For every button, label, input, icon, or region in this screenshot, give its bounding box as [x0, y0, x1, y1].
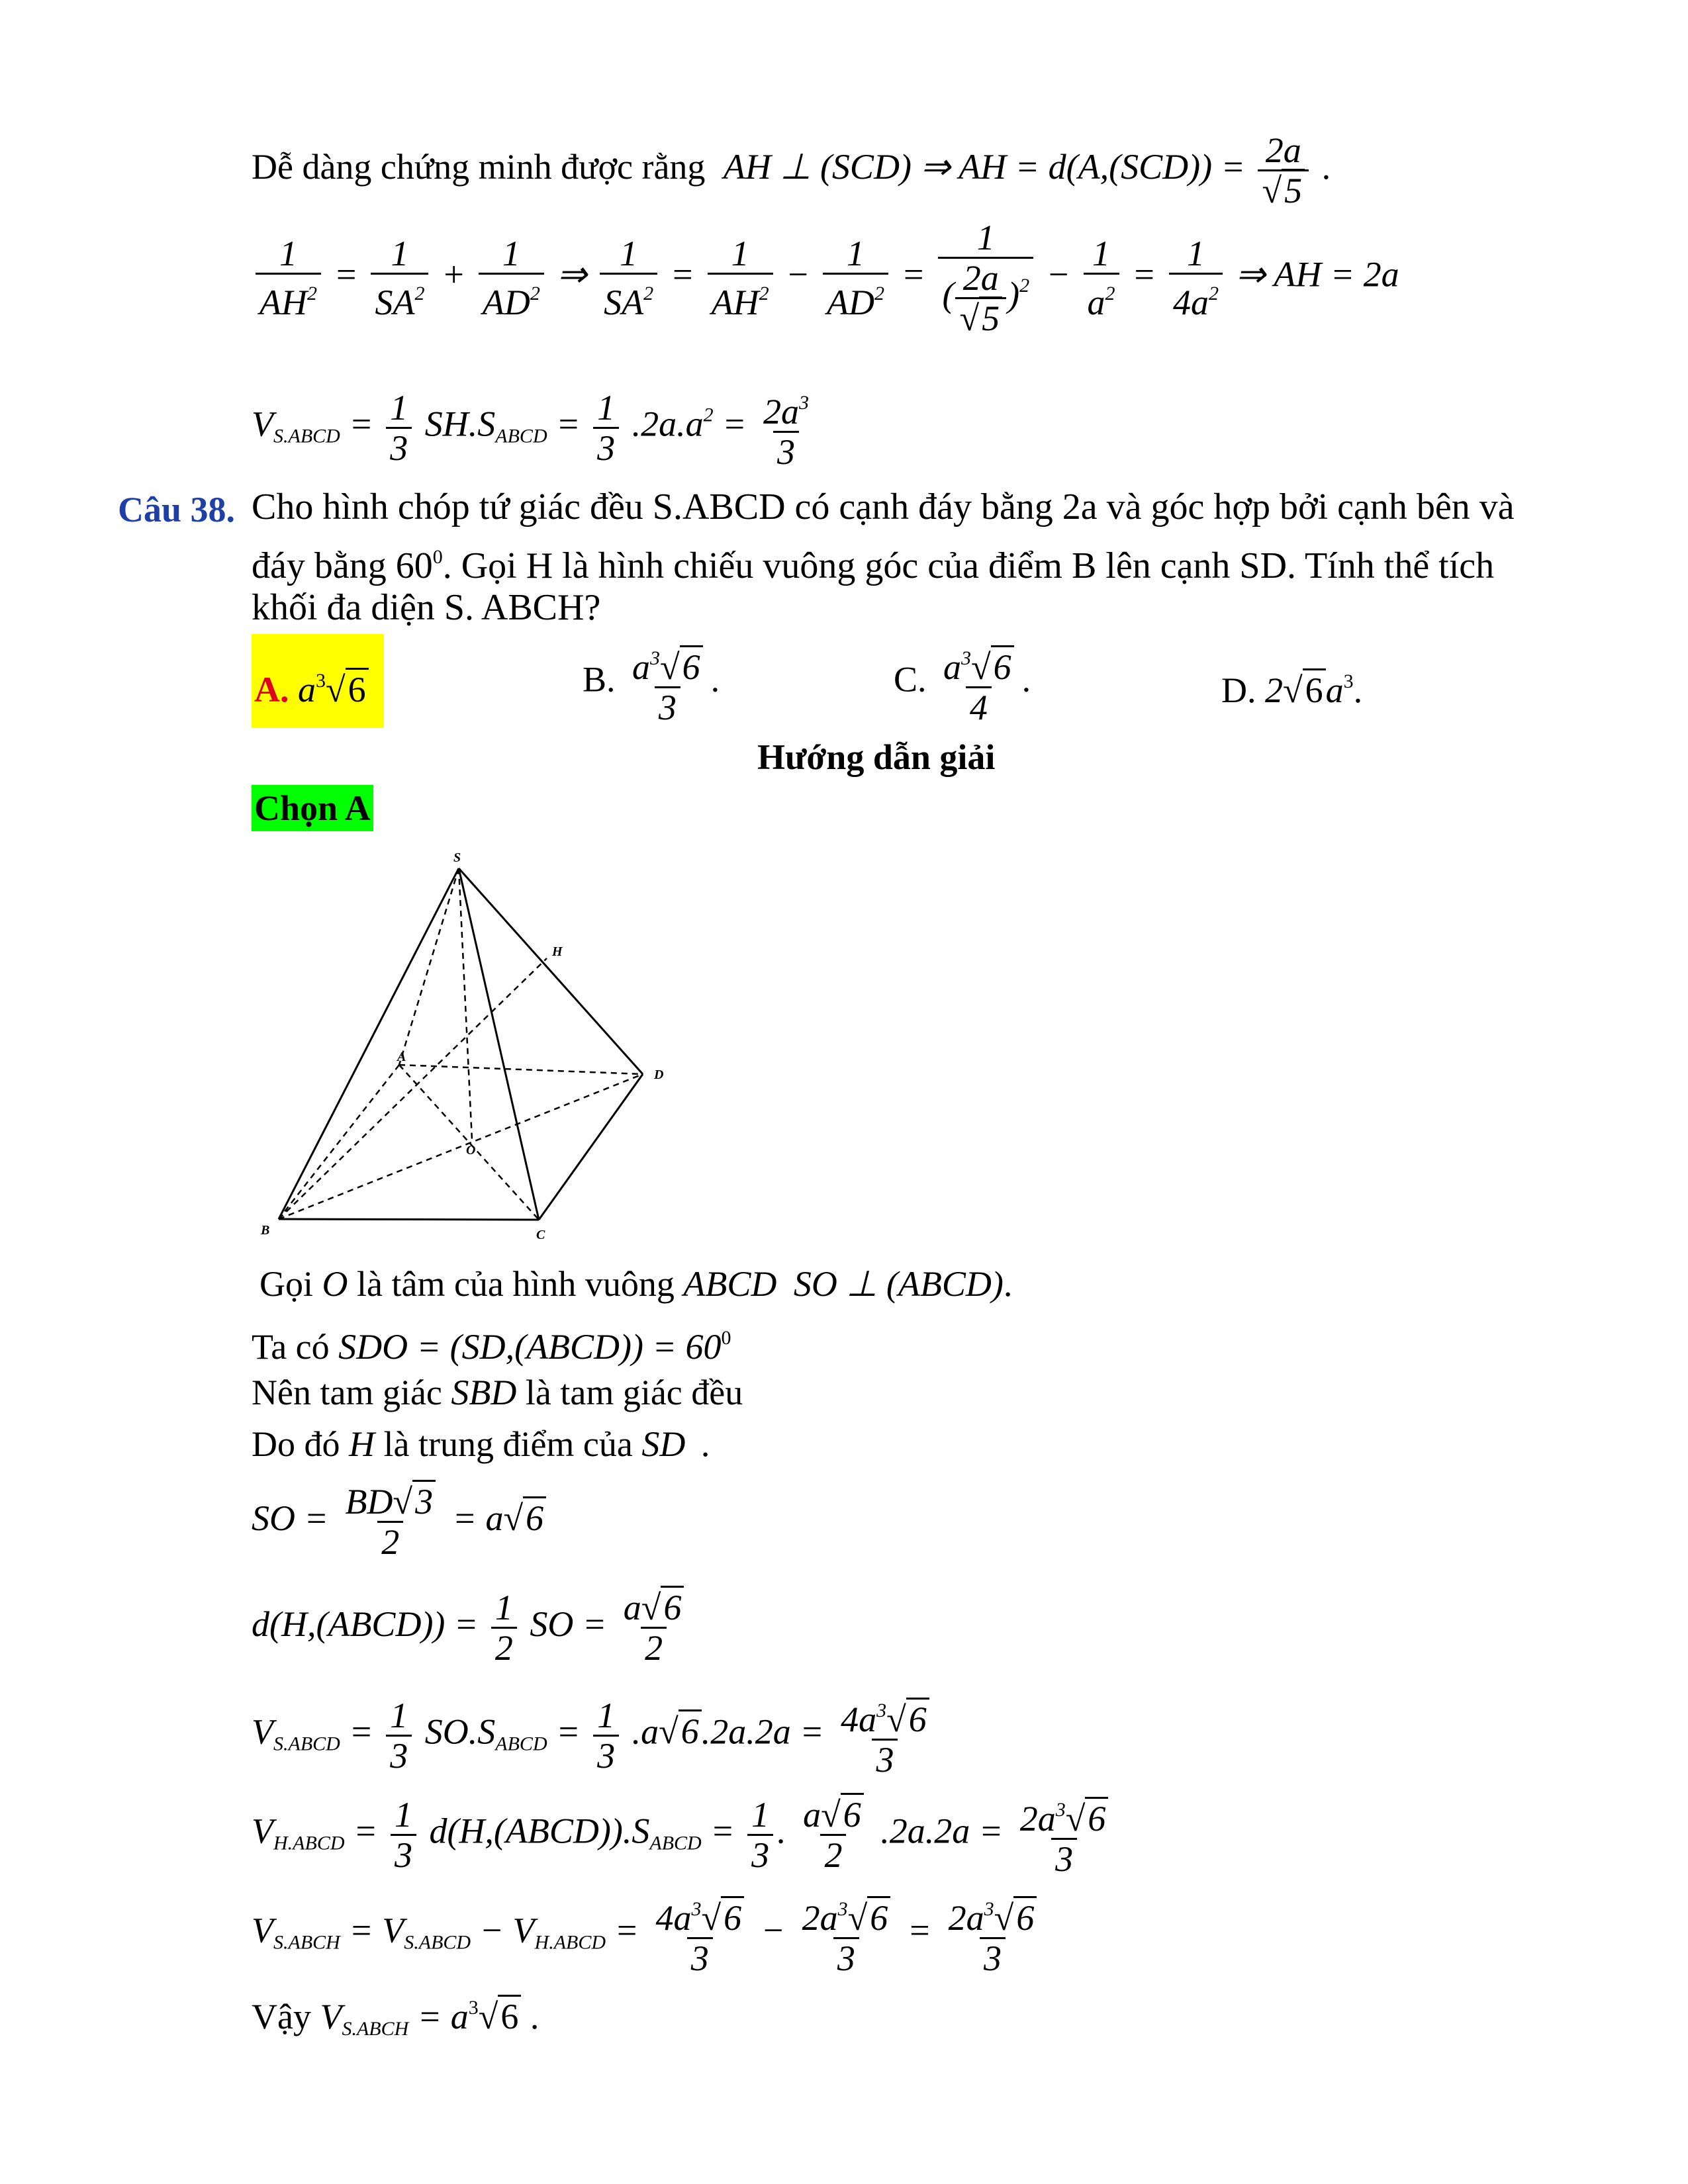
answer-d-label: D.	[1221, 670, 1256, 710]
sol-so-num-text: BD	[345, 1482, 393, 1522]
answer-a-text: a	[298, 670, 316, 709]
eq1-f9-den-sup: 2	[1208, 283, 1219, 304]
question-label-wrap	[118, 488, 235, 531]
sol-final-eq: = a	[417, 1997, 469, 2036]
sol-final-v: V	[320, 1997, 342, 2036]
edge-bh	[279, 958, 547, 1219]
answer-a-label: A.	[254, 670, 289, 709]
sol-vabch-minus2: −	[761, 1910, 786, 1950]
sol-line-3	[252, 1371, 743, 1414]
sol-d-mid: SO =	[530, 1604, 607, 1644]
sol-vh-frac-4	[1016, 1791, 1113, 1878]
eq2-mid-sub: ABCD	[495, 425, 547, 447]
sol-vs-v: V	[252, 1711, 273, 1752]
pyramid-figure	[252, 834, 702, 1257]
sol-vh-res-rad: 6	[1085, 1797, 1108, 1839]
eq2-f1-num: 1	[390, 387, 408, 428]
sol-l3-sbd: SBD	[451, 1373, 517, 1412]
eq1-line	[252, 218, 1399, 338]
sol-l1-abcd: ABCD	[683, 1264, 777, 1304]
eq1-f6-den-sup: 2	[874, 283, 884, 304]
eq1-op-7: −	[1046, 254, 1071, 295]
sol-vh-f-num: 1	[394, 1794, 412, 1835]
answer-b-sup: 3	[650, 647, 661, 669]
eq1-op-8: =	[1132, 254, 1156, 295]
sol-vh-f3-num-text: a	[803, 1794, 821, 1835]
eq1-f3-den-sup: 2	[530, 283, 540, 304]
eq2-mid2-sup: 2	[703, 404, 714, 426]
eq1-f4-den	[600, 273, 657, 322]
sol-final-sqrt: √6	[479, 1997, 522, 2036]
sol-vabch-eq: = V	[349, 1910, 404, 1950]
sol-vh-res-den: 3	[1051, 1838, 1077, 1878]
eq1-f1-den-sup: 2	[306, 283, 317, 304]
sol-vabch-f2-num-text: 2a	[802, 1898, 838, 1938]
eq2-f2-num: 1	[597, 387, 616, 428]
intro-frac-den: √5	[1258, 169, 1309, 210]
eq2-f3-num-sup: 3	[799, 392, 810, 414]
eq1-f1-num: 1	[279, 234, 297, 273]
eq1-f2-num: 1	[391, 234, 409, 273]
eq2-frac-1	[386, 388, 412, 467]
answer-d-pre: 2	[1265, 670, 1283, 710]
sol-vs-res-rad: 6	[906, 1698, 929, 1739]
eq1-f8-den-text: a	[1087, 283, 1105, 322]
answer-b-rad: 6	[680, 645, 703, 687]
eq1-op-5: −	[786, 254, 810, 295]
sol-vh-eq2: =	[710, 1811, 735, 1851]
eq1-frac-1	[256, 234, 321, 322]
sol-so-rhs-rad: 6	[523, 1496, 546, 1538]
answer-c[interactable]	[894, 639, 1031, 727]
label-h: H	[552, 944, 563, 959]
answer-c-num: $a^3√6$	[939, 639, 1018, 686]
eq2-f1-den: 3	[386, 427, 412, 467]
sol-so-lhs: SO =	[252, 1498, 328, 1538]
answer-b[interactable]	[583, 639, 720, 727]
intro-frac-den-rad: 5	[1282, 169, 1305, 210]
sol-vh-frac-3	[799, 1796, 868, 1874]
sol-l4-sd: SD	[641, 1424, 686, 1464]
sol-final-a: Vậy	[252, 1997, 311, 2036]
sol-final-sup: 3	[468, 1997, 479, 2019]
sol-vh-f3-den: 2	[820, 1834, 846, 1874]
answer-d[interactable]	[1221, 660, 1362, 711]
eq1-f2-den-text: SA	[375, 283, 415, 322]
label-c: C	[536, 1228, 545, 1242]
answer-c-num-a: a	[943, 647, 962, 687]
sol-vs-res-num: $4a^3√6$	[837, 1692, 933, 1739]
eq1-f4-den-text: SA	[604, 283, 644, 322]
sol-l2-sup: 0	[721, 1327, 731, 1349]
sol-vs-mid2: .a	[632, 1711, 659, 1752]
eq1-f6-num: 1	[847, 234, 865, 273]
sol-l2-formula: SDO = (SD,(ABCD)) = 60	[338, 1327, 722, 1367]
intro-tail: .	[1321, 146, 1331, 187]
answer-a[interactable]	[252, 634, 384, 728]
sol-line-4	[252, 1423, 710, 1465]
label-a: A	[397, 1050, 406, 1064]
eq1-f1-den-text: AH	[259, 283, 307, 322]
label-d: D	[654, 1068, 664, 1082]
sol-vh-res-num-text: 2a	[1019, 1799, 1056, 1839]
eq1-frac-8	[1084, 234, 1119, 322]
eq1-f5-num: 1	[731, 234, 749, 273]
sol-d-frac-1	[491, 1588, 517, 1667]
solution-choice-text: Chọn A	[254, 788, 371, 828]
sol-so-frac	[341, 1482, 440, 1561]
eq1-op-3: ⇒	[557, 254, 587, 295]
eq1-f9-den-text: 4a	[1172, 283, 1209, 322]
edge-sd	[459, 868, 643, 1074]
answer-b-frac	[628, 639, 707, 727]
sol-vs-rad: 6	[679, 1709, 702, 1751]
sol-vs-f-num: 1	[390, 1695, 408, 1735]
sol-vabch-f3-num: $2a^3√6$	[945, 1890, 1041, 1937]
eq2-frac-3	[759, 384, 813, 471]
sol-vs-mid3: .2a.2a =	[701, 1711, 824, 1752]
eq1-op-6: =	[901, 254, 925, 295]
sol-vabch-f3-num-text: 2a	[948, 1898, 984, 1938]
solution-choice	[252, 785, 373, 831]
eq2-eq3: =	[722, 404, 747, 444]
answer-d-rad: 6	[1303, 668, 1326, 710]
eq1-f7-inner	[955, 259, 1006, 338]
sol-so-line	[252, 1482, 546, 1561]
eq2-line	[252, 384, 817, 471]
sol-vs-f2-num: 1	[597, 1695, 616, 1735]
eq1-f5-den-text: AH	[711, 283, 759, 322]
sol-vh-eq: =	[353, 1811, 378, 1851]
eq2-f3-num-text: 2a	[763, 392, 800, 432]
sol-vh-f2-num: 1	[751, 1794, 770, 1835]
sol-d-den: 2	[641, 1627, 667, 1667]
eq1-f8-den-sup: 2	[1105, 283, 1115, 304]
eq1-frac-5	[708, 234, 773, 322]
sol-vh-f3-rad: 6	[841, 1793, 864, 1835]
sol-l4-h: H	[349, 1424, 375, 1464]
sol-d-f-den: 2	[491, 1627, 517, 1667]
eq1-f3-den	[479, 273, 544, 322]
sol-vh-sub: H.ABCD	[273, 1832, 345, 1854]
label-s: S	[453, 850, 461, 865]
answer-d-sqrt: √6	[1283, 670, 1326, 710]
sol-vabch-f3-sup: 3	[984, 1898, 994, 1920]
eq2-mid2: .2a.a	[632, 404, 704, 444]
sol-d-num: a√6	[620, 1588, 688, 1627]
sol-vs-mid-sub: ABCD	[495, 1733, 547, 1755]
eq1-f7-den: ( $\frac{2a}{√5}$ )$^2$	[938, 257, 1033, 338]
sol-vabch-frac-1	[651, 1890, 748, 1978]
sol-vh-res-sup: 3	[1055, 1799, 1066, 1821]
sol-l1a: Gọi	[259, 1264, 313, 1304]
sol-so-den: 2	[377, 1521, 403, 1561]
question-line-2	[252, 533, 1494, 590]
sol-vabch-f3-rad: 6	[1013, 1896, 1037, 1938]
question-line2-sup: 0	[432, 546, 443, 568]
sol-l4b: là trung điểm của	[383, 1424, 633, 1464]
eq2-v-sub: S.ABCD	[273, 425, 340, 447]
sol-line-1	[259, 1263, 1012, 1305]
eq1-f5-den	[708, 273, 773, 322]
sol-final-line	[252, 1987, 539, 2050]
answer-b-num-a: a	[632, 647, 651, 687]
intro-text: Dễ dàng chứng minh được rằng	[252, 146, 706, 187]
sol-vabch-v: V	[252, 1910, 273, 1950]
solution-heading-text: Hướng dẫn giải	[757, 737, 996, 777]
label-b: B	[261, 1223, 270, 1238]
sol-vs-res-sup: 3	[876, 1700, 887, 1721]
sol-vabch-f3-den: 3	[980, 1937, 1006, 1978]
sol-vh-frac-2	[747, 1796, 773, 1874]
edge-cd	[539, 1074, 643, 1220]
sol-vs-f-den: 3	[386, 1735, 412, 1775]
sol-vabch-f1-num: $4a^3√6$	[651, 1890, 748, 1937]
sol-vs-sqrt: √6	[659, 1711, 702, 1751]
sol-vabch-eq3: =	[907, 1910, 932, 1950]
sol-vabch-f2-sup: 3	[837, 1898, 848, 1920]
eq1-frac-4	[600, 234, 657, 322]
sol-vs-eq2: =	[556, 1711, 581, 1752]
sol-l2a: Ta có	[252, 1327, 330, 1367]
answer-a-rad: 6	[346, 668, 369, 709]
eq2-mid: SH.S	[424, 404, 496, 444]
eq1-f3-den-text: AD	[482, 283, 530, 322]
sol-vh-v: V	[252, 1811, 273, 1851]
sol-vabch-sub: S.ABCH	[273, 1931, 340, 1954]
eq1-f9-den	[1169, 273, 1223, 322]
sol-vabch-f2-num: $2a^3√6$	[798, 1890, 895, 1937]
solution-heading	[757, 736, 995, 778]
sol-l1-o: O	[322, 1264, 348, 1304]
sol-vabch-f1-rad: 6	[721, 1896, 744, 1938]
sol-vh-frac-1	[391, 1796, 416, 1874]
sol-vabch-f1-den: 3	[687, 1937, 713, 1978]
eq1-f6-den-text: AD	[827, 283, 874, 322]
eq1-f4-den-sup: 2	[643, 283, 654, 304]
intro-frac-num: 2a	[1265, 130, 1301, 170]
answer-c-den: 4	[966, 686, 992, 727]
sol-final-rad: 6	[498, 1995, 521, 2036]
eq1-frac-9	[1169, 234, 1223, 322]
sol-l4-end: .	[700, 1424, 710, 1464]
eq2-f2-den: 3	[593, 427, 619, 467]
sol-vh-f-den: 3	[391, 1834, 416, 1874]
sol-l1b: là tâm của hình vuông	[357, 1264, 675, 1304]
intro-formula: AH ⊥ (SCD) ⇒ AH = d(A,(SCD)) =	[723, 146, 1245, 187]
sol-vabch-f2-rad: 6	[867, 1896, 890, 1938]
sol-vabch-frac-2	[798, 1890, 895, 1978]
sol-vabch-line	[252, 1890, 1045, 1978]
sol-d-frac-2	[620, 1588, 688, 1667]
edge-so	[459, 868, 472, 1140]
sol-vh-mid-sub: ABCD	[649, 1832, 702, 1854]
eq1-f1-den	[256, 273, 321, 322]
eq1-f4-num: 1	[620, 234, 638, 273]
intro-line	[252, 131, 1331, 210]
sol-vs-sub: S.ABCD	[273, 1733, 340, 1755]
label-o: O	[466, 1143, 476, 1158]
question-label: Câu 38.	[118, 490, 236, 529]
answer-b-label: B.	[583, 659, 616, 700]
answer-c-sup: 3	[961, 647, 972, 669]
sol-vabch-f1-sup: 3	[691, 1898, 702, 1920]
sol-d-num-text: a	[623, 1588, 641, 1627]
question-line-3	[252, 584, 600, 631]
sol-vs-mid: SO.S	[424, 1711, 496, 1752]
question-line3-text: khối đa diện S. ABCH?	[252, 587, 601, 628]
answer-c-frac	[939, 639, 1018, 727]
edge-ac	[399, 1065, 539, 1220]
eq1-f8-num: 1	[1092, 234, 1111, 273]
answer-a-sup: 3	[316, 670, 326, 692]
sol-d-line	[252, 1588, 692, 1667]
eq1-f7-inner-den: √5	[955, 297, 1006, 338]
answer-d-sup: 3	[1343, 670, 1354, 692]
eq2-eq: =	[349, 404, 373, 444]
sol-so-rad: 3	[412, 1480, 436, 1522]
eq1-f8-den	[1084, 273, 1119, 322]
sol-l3a: Nên tam giác	[252, 1373, 442, 1412]
eq1-f3-num: 1	[502, 234, 520, 273]
sol-vs-eq: =	[349, 1711, 373, 1752]
answer-c-rad: 6	[991, 645, 1014, 687]
eq2-frac-2	[593, 388, 619, 467]
eq1-frac-7	[938, 218, 1033, 338]
edge-bc	[279, 1219, 539, 1220]
sol-vs-f2-den: 3	[593, 1735, 619, 1775]
eq1-op-1: =	[334, 254, 358, 295]
eq2-f3-den: 3	[773, 431, 799, 471]
sol-vs-frac-3	[837, 1692, 933, 1779]
eq1-f7-sup: 2	[1019, 274, 1030, 296]
sol-vabch-frac-3	[945, 1890, 1041, 1978]
sol-line-2	[252, 1317, 731, 1368]
eq2-f3-num	[759, 384, 813, 431]
sol-d-rad: 6	[661, 1586, 684, 1627]
edge-bd	[279, 1074, 643, 1219]
eq1-frac-6	[823, 234, 888, 322]
sol-vs-frac-2	[593, 1696, 619, 1775]
answer-b-num: $a^3√6$	[628, 639, 707, 686]
sol-vh-res-num: $2a^3√6$	[1016, 1791, 1113, 1838]
answer-b-dot: .	[710, 659, 720, 700]
eq1-f2-den	[371, 273, 428, 322]
eq1-result: ⇒ AH = 2a	[1235, 254, 1399, 295]
question-line2b: . Gọi H là hình chiếu vuông góc của điểm B lên cạnh SD. Tính thể tích	[442, 545, 1495, 586]
answer-d-dot: .	[1353, 670, 1363, 710]
sol-vabch-minus: − V	[479, 1910, 535, 1950]
sol-vabch-f1-num-text: 4a	[655, 1898, 692, 1938]
sol-so-num: BD√3	[341, 1482, 440, 1521]
sol-vs-res-num-text: 4a	[841, 1700, 877, 1739]
eq1-f7-inner-rad: 5	[979, 296, 1002, 338]
sol-vh-f3-num: a√6	[799, 1796, 868, 1834]
sol-vh-f2-den: 3	[747, 1834, 773, 1874]
sol-l1-end: .	[1003, 1264, 1013, 1304]
sol-vh-dot: .	[777, 1811, 786, 1851]
sol-vabch-f2-den: 3	[833, 1937, 859, 1978]
eq1-frac-3	[479, 234, 544, 322]
eq1-op-2: +	[441, 254, 466, 295]
eq2-eq2: =	[556, 404, 581, 444]
eq1-f5-den-sup: 2	[759, 283, 769, 304]
question-line-1	[252, 483, 1515, 531]
answer-c-label: C.	[894, 659, 927, 700]
edge-ad	[399, 1065, 643, 1074]
edge-sc	[459, 868, 539, 1220]
sol-vs-res-den: 3	[872, 1739, 898, 1779]
sol-d-f-num: 1	[494, 1588, 513, 1627]
eq2-v: V	[252, 404, 273, 444]
eq1-f6-den	[823, 273, 888, 322]
sol-vs-line	[252, 1692, 937, 1779]
sol-d-lhs: d(H,(ABCD)) =	[252, 1604, 479, 1644]
sol-l1-so: SO ⊥ (ABCD)	[793, 1264, 1004, 1304]
question-line1-text: Cho hình chóp tứ giác đều S.ABCD có cạnh đáy bằng 2a và góc hợp bởi cạnh bên và	[252, 486, 1515, 527]
sol-l3b: là tam giác đều	[525, 1373, 743, 1412]
sol-vh-mid3: .2a.2a =	[880, 1811, 1004, 1851]
sol-vh-line	[252, 1791, 1116, 1878]
answer-d-a: a	[1325, 670, 1344, 710]
sol-final-sub: S.ABCH	[342, 2018, 409, 2040]
sol-vabch-eq2: =	[614, 1910, 639, 1950]
sol-vabch-sub2: S.ABCD	[404, 1931, 471, 1954]
eq1-f2-den-sup: 2	[414, 283, 425, 304]
sol-l4a: Do đó	[252, 1424, 340, 1464]
intro-fraction	[1258, 131, 1309, 210]
edge-sb	[279, 868, 459, 1219]
eq1-op-4: =	[670, 254, 695, 295]
eq1-f9-num: 1	[1186, 234, 1205, 273]
answer-c-dot: .	[1021, 659, 1031, 700]
eq1-f7-inner-num: 2a	[962, 258, 999, 298]
sol-so-rhs-sqrt: √6	[504, 1498, 547, 1538]
sol-so-rhs: = a	[452, 1498, 504, 1538]
sol-final-end: .	[530, 1997, 539, 2036]
answer-a-sqrt: √6	[326, 670, 369, 709]
answer-b-den: 3	[655, 686, 680, 727]
sol-vabch-sub3: H.ABCD	[534, 1931, 606, 1954]
eq1-f7-num: 1	[976, 218, 995, 257]
sol-vs-frac-1	[386, 1696, 412, 1775]
question-line2a: đáy bằng 60	[252, 545, 433, 586]
eq1-frac-2	[371, 234, 428, 322]
sol-vh-mid: d(H,(ABCD)).S	[429, 1811, 650, 1851]
